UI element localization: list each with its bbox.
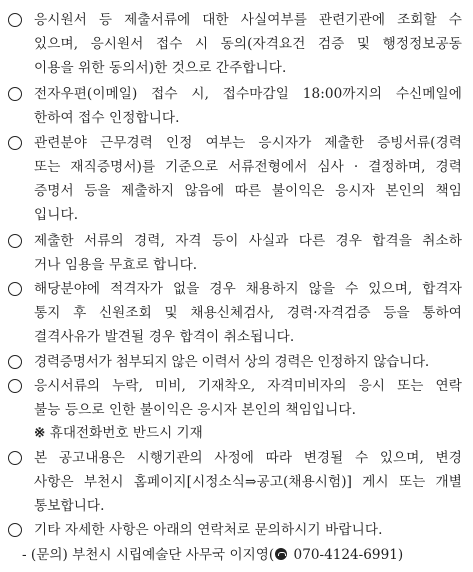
notice-line: 통보합니다. [34, 498, 105, 514]
note-text: 휴대전화번호 반드시 기재 [49, 425, 203, 441]
notice-line: 통지 후 신원조회 및 채용신체검사, 경력·자격검증 등을 통하여 [34, 305, 462, 321]
circle-bullet-icon [8, 355, 22, 369]
notice-line: 사항은 부천시 홈페이지[시정소식⇒공고(채용시험)] 게시 또는 개별 [34, 474, 462, 490]
circle-bullet-icon [8, 282, 22, 296]
notice-line: 증명서 등을 제출하지 않음에 따른 불이익은 응시자 본인의 책임 [34, 183, 462, 199]
circle-bullet-icon [8, 523, 22, 537]
notice-line: 응시서류의 누락, 미비, 기재착오, 자격미비자의 응시 또는 연락 [34, 378, 462, 394]
phone-required-note [34, 424, 203, 442]
contact-prefix: - (문의) 부천시 시립예술단 사무국 이지영( [22, 547, 275, 563]
notice-line: 입니다. [34, 207, 79, 223]
circle-bullet-icon [8, 379, 22, 393]
notice-line: 불능 등으로 인한 불이익은 응시자 본인의 책임입니다. [34, 402, 357, 418]
notice-line: 본 공고내용은 시행기관의 사정에 따라 변경될 수 있으며, 변경 [34, 450, 462, 466]
contact-phone: 070-4124-6991) [293, 547, 404, 563]
notice-line: 경력증명서가 첨부되지 않은 이력서 상의 경력은 인정하지 않습니다. [34, 354, 430, 370]
notice-line: 관련분야 근무경력 인정 여부는 응시자가 제출한 증빙서류(경력 [34, 135, 462, 151]
notice-line: 거나 임용을 무효로 합니다. [34, 257, 198, 273]
circle-bullet-icon [8, 87, 22, 101]
circle-bullet-icon [8, 13, 22, 27]
notice-line: 이용을 위한 동의서)한 것으로 간주합니다. [34, 60, 287, 76]
notice-line: 한하여 접수 인정합니다. [34, 110, 180, 126]
notice-line: 제출한 서류의 경력, 자격 등이 사실과 다른 경우 합격을 취소하 [34, 233, 462, 249]
notice-line: 있으며, 응시원서 접수 시 동의(자격요건 검증 및 행정정보공동 [34, 36, 462, 52]
circle-bullet-icon [8, 136, 22, 150]
notice-line: 또는 재직증명서)를 기준으로 서류전형에서 심사 · 결정하며, 경력 [34, 159, 462, 175]
circle-bullet-icon [8, 234, 22, 248]
notice-line: 해당분야에 적격자가 없을 경우 채용하지 않을 수 있으며, 합격자 [34, 281, 462, 297]
notice-line: 결격사유가 발견될 경우 합격이 취소됩니다. [34, 329, 295, 345]
contact-line [22, 546, 403, 564]
circle-bullet-icon [8, 451, 22, 465]
notice-line: 응시원서 등 제출서류에 대한 사실여부를 관련기관에 조회할 수 [34, 12, 462, 28]
phone-icon [275, 548, 287, 560]
notice-line: 전자우편(이메일) 접수 시, 접수마감일 18:00까지의 수신메일에 [34, 86, 462, 102]
notice-line: 기타 자세한 사항은 아래의 연락처로 문의하시기 바랍니다. [34, 522, 383, 538]
reference-mark-icon: ※ [34, 425, 46, 441]
